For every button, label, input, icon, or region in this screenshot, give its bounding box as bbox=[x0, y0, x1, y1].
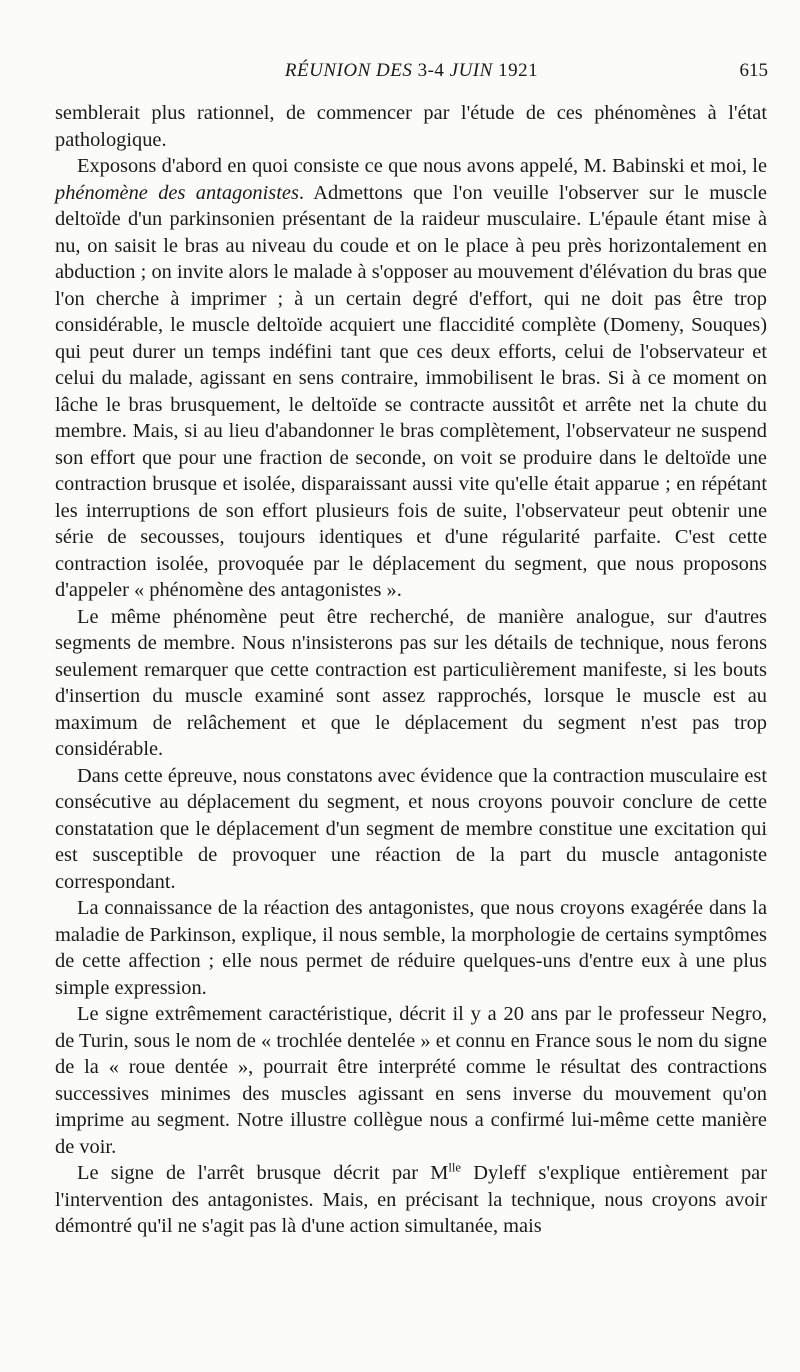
paragraph-2-italic-term: phénomène des antagonistes bbox=[55, 181, 299, 204]
paragraph-7-superscript: lle bbox=[448, 1160, 462, 1175]
header-title-year: 1921 bbox=[498, 60, 539, 81]
paragraph-4: Dans cette épreuve, nous constatons avec évidence que la contraction musculaire est consécutive au déplacement du segment, et nous croyons pouvoir conclure de cette constatation que le déplacement d'un segment de membre constitue une excitation qui est susceptible de provoquer une réaction de la part du muscle antagoniste correspondant. bbox=[55, 764, 767, 893]
body-text bbox=[55, 100, 767, 1240]
paragraph-7 bbox=[55, 1160, 767, 1240]
header-title-prefix: RÉUNION DES bbox=[284, 60, 418, 81]
paragraph-7-rest: Dyleff s'explique entièrement par l'intervention des antagonistes. Mais, en précisant la technique, nous croyons avoir démontré qu'il ne s'agit pas là d'une action simultanée, mais bbox=[55, 1162, 767, 1237]
paragraph-2 bbox=[55, 153, 767, 604]
header-title bbox=[55, 60, 768, 82]
header-title-month: JUIN bbox=[444, 60, 499, 81]
running-header bbox=[55, 60, 768, 88]
page-number: 615 bbox=[739, 60, 768, 81]
paragraph-7-start: Le signe de l'arrêt brusque décrit par M bbox=[77, 1162, 449, 1184]
paragraph-5: La connaissance de la réaction des antagonistes, que nous croyons exagérée dans la maladie de Parkinson, explique, il nous semble, la morphologie de certains symptômes de cette affection ; elle nous permet de réduire quelques-uns d'entre eux à une plus simple expression. bbox=[55, 897, 767, 999]
paragraph-2-start: Exposons d'abord en quoi consiste ce que nous avons appelé, M. Babinski et moi, le bbox=[77, 155, 767, 177]
header-title-date: 3-4 bbox=[417, 60, 445, 81]
paragraph-6: Le signe extrêmement caractéristique, décrit il y a 20 ans par le professeur Negro, de Turin, sous le nom de « trochlée dentelée » et connu en France sous le nom du signe de la « roue dentée », pourrait être interprété comme le résultat des contractions successives minimes des muscles agissant en sens inverse du mouvement qu'on imprime au segment. Notre illustre collègue nous a confirmé lui-même cette manière de voir. bbox=[55, 1003, 767, 1158]
paragraph-1: semblerait plus rationnel, de commencer par l'étude de ces phénomènes à l'état pathologique. bbox=[55, 102, 767, 151]
paragraph-2-rest: . Admettons que l'on veuille l'observer sur le muscle deltoïde d'un parkinsonien présentant de la raideur musculaire. L'épaule étant mise à nu, on saisit le bras au niveau du coude et on le place à peu près horizontalement en abduction ; on invite alors le malade à s'opposer au mouvement d'élévation du bras que l'on cherche à imprimer ; à un certain degré d'effort, qui ne doit pas être trop considérable, le muscle deltoïde acquiert une flaccidité complète (Domeny, Souques) qui peut durer un temps indéfini tant que ces deux efforts, celui de l'observateur et celui du malade, agissant en sens contraire, immobilisent le bras. Si à ce moment on lâche le bras brusquement, le deltoïde se contracte aussitôt et arrête net la chute du membre. Mais, si au lieu d'abandonner le bras complètement, l'observateur ne suspend son effort que pour une fraction de seconde, on voit se produire dans le deltoïde une contraction brusque et isolée, disparaissant aussi vite qu'elle était apparue ; en répétant les interruptions de son effort plusieurs fois de suite, l'observateur peut obtenir une série de secousses, toujours identiques et d'une régularité parfaite. C'est cette contraction isolée, provoquée par le déplacement du segment, que nous proposons d'appeler « phénomène des antagonistes ». bbox=[55, 181, 767, 601]
paragraph-3: Le même phénomène peut être recherché, de manière analogue, sur d'autres segments de membre. Nous n'insisterons pas sur les détails de technique, nous ferons seulement remarquer que cette contraction est particulièrement manifeste, si les bouts d'insertion du muscle examiné sont assez rapprochés, lorsque le muscle est au maximum de relâchement et que le déplacement du segment n'est pas trop considérable. bbox=[55, 605, 767, 760]
